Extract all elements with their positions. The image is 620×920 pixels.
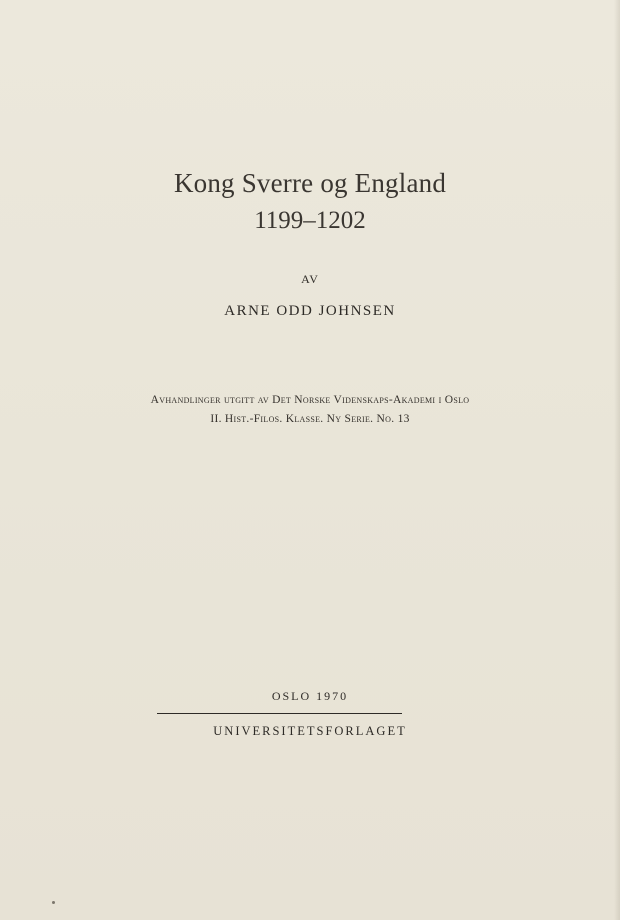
place-and-year: OSLO 1970 bbox=[271, 689, 349, 703]
author-name: ARNE ODD JOHNSEN bbox=[224, 303, 396, 319]
publisher-name: UNIVERSITETSFORLAGET bbox=[213, 724, 407, 738]
series-line-1: Avhandlinger utgitt av Det Norske Videnskaps-Akademi i Oslo bbox=[150, 394, 470, 406]
by-label: AV bbox=[301, 272, 319, 286]
book-title: Kong Sverre og England bbox=[173, 168, 447, 198]
series-line-2: II. Hist.-Filos. Klasse. Ny Serie. No. 13 bbox=[210, 413, 410, 425]
paper-speck bbox=[52, 901, 55, 904]
book-subtitle-years: 1199–1202 bbox=[254, 207, 366, 234]
divider-rule bbox=[157, 713, 402, 714]
